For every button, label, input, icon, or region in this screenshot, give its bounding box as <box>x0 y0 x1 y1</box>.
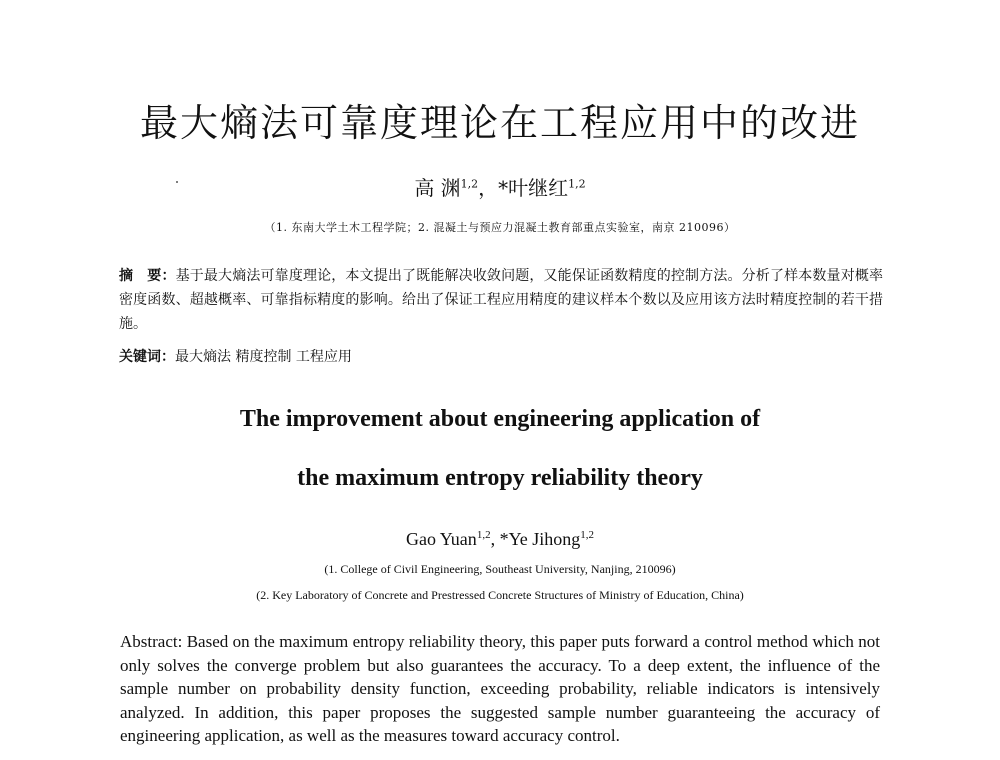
english-affiliation-2: (2. Key Laboratory of Concrete and Prestressed Concrete Structures of Ministry of Education, China) <box>256 588 744 602</box>
chinese-author-1: 高 渊 <box>414 176 461 200</box>
english-author-2: *Ye Jihong <box>499 529 581 549</box>
chinese-author-2: *叶继红 <box>498 176 569 200</box>
english-title-line-2: the maximum entropy reliability theory <box>297 465 703 491</box>
chinese-keywords-text: 最大熵法 精度控制 工程应用 <box>175 349 352 365</box>
chinese-abstract-label: 摘 要： <box>119 268 176 284</box>
chinese-abstract <box>119 264 883 336</box>
english-author-separator: , <box>490 529 500 549</box>
chinese-title: 最大熵法可靠度理论在工程应用中的改进 <box>139 101 860 145</box>
chinese-author-1-affil: 1,2 <box>460 177 479 191</box>
chinese-author-2-affil: 1,2 <box>568 177 586 191</box>
chinese-authors <box>0 172 1000 201</box>
english-abstract: Abstract: Based on the maximum entropy reliability theory, this paper puts forward a control method which not only solves the converge problem but also guarantees the accuracy. To a deep extent, the influence of the sample number on probability density function, exceeding probability, reliable indicators is intensively analyzed. In addition, this paper proposes the suggested sample number guaranteeing the accuracy of engineering application, as well as the measures toward accuracy control. <box>120 632 880 745</box>
chinese-affiliation: （1. 东南大学土木工程学院；2. 混凝土与预应力混凝土教育部重点实验室，南京 210096） <box>264 221 736 234</box>
chinese-abstract-text: 基于最大熵法可靠度理论，本文提出了既能解决收敛问题，又能保证函数精度的控制方法。分析了样本数量对概率密度函数、超越概率、可靠指标精度的影响。给出了保证工程应用精度的建议样本个数以及应用该方法时精度控制的若干措施。 <box>119 268 884 332</box>
english-author-2-affil: 1,2 <box>580 529 595 541</box>
english-author-1: Gao Yuan <box>405 529 477 549</box>
english-author-1-affil: 1,2 <box>476 529 491 541</box>
english-affiliation-1: (1. College of Civil Engineering, Southeast University, Nanjing, 210096) <box>324 562 676 576</box>
english-authors <box>0 529 1000 550</box>
english-title-line-1: The improvement about engineering application of <box>239 406 761 432</box>
chinese-keywords-label: 关键词： <box>119 349 175 365</box>
chinese-author-separator: ， <box>478 176 499 200</box>
chinese-keywords <box>119 347 883 367</box>
